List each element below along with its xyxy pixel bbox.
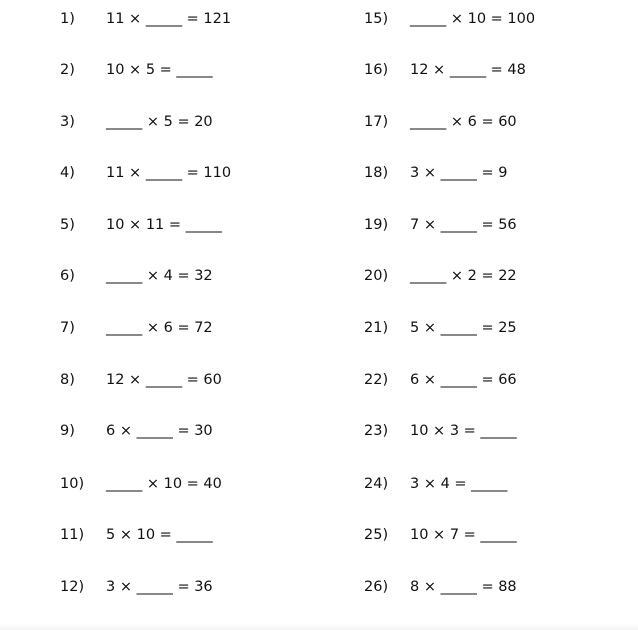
problem-number: 2) — [60, 62, 75, 78]
problem-number: 7) — [60, 320, 75, 336]
problem-number: 12) — [60, 579, 85, 595]
problem-row — [364, 369, 517, 391]
problem-number: 19) — [364, 217, 389, 233]
problem-expression: 6 × _____ = 66 — [410, 372, 517, 388]
problem-row — [60, 317, 213, 339]
problem-number: 15) — [364, 11, 389, 27]
problem-row — [364, 59, 526, 81]
problem-row — [60, 59, 213, 81]
problem-expression: _____ × 5 = 20 — [106, 114, 213, 130]
problem-row — [364, 420, 517, 442]
problem-row — [364, 111, 517, 133]
problem-expression: 12 × _____ = 60 — [106, 372, 222, 388]
problem-expression: 7 × _____ = 56 — [410, 217, 517, 233]
problem-number: 25) — [364, 527, 389, 543]
problem-row — [364, 162, 507, 184]
problem-row — [60, 111, 213, 133]
problem-expression: 11 × _____ = 121 — [106, 11, 232, 27]
problem-expression: 10 × 3 = _____ — [410, 423, 517, 439]
problem-expression: 11 × _____ = 110 — [106, 165, 232, 181]
problem-expression: 5 × _____ = 25 — [410, 320, 517, 336]
problem-expression: 3 × _____ = 9 — [410, 165, 508, 181]
problem-expression: 5 × 10 = _____ — [106, 527, 213, 543]
problem-number: 11) — [60, 527, 85, 543]
problem-number: 16) — [364, 62, 389, 78]
problem-row — [364, 473, 507, 495]
problem-number: 8) — [60, 372, 75, 388]
problem-number: 21) — [364, 320, 389, 336]
problem-expression: 12 × _____ = 48 — [410, 62, 526, 78]
problem-expression: 8 × _____ = 88 — [410, 579, 517, 595]
problem-row — [364, 317, 517, 339]
problem-row — [60, 369, 222, 391]
page-bottom-edge — [0, 624, 638, 630]
problem-number: 10) — [60, 476, 85, 492]
problem-expression: 3 × 4 = _____ — [410, 476, 508, 492]
problem-number: 6) — [60, 268, 75, 284]
problem-expression: _____ × 2 = 22 — [410, 268, 517, 284]
problem-number: 9) — [60, 423, 75, 439]
problem-row — [60, 420, 213, 442]
problem-row — [60, 162, 231, 184]
problem-expression: _____ × 4 = 32 — [106, 268, 213, 284]
problem-number: 5) — [60, 217, 75, 233]
problem-number: 20) — [364, 268, 389, 284]
problem-number: 22) — [364, 372, 389, 388]
problem-row — [60, 576, 213, 598]
problem-number: 26) — [364, 579, 389, 595]
problem-row — [364, 214, 517, 236]
problem-number: 4) — [60, 165, 75, 181]
problem-expression: _____ × 6 = 60 — [410, 114, 517, 130]
problem-expression: _____ × 10 = 40 — [106, 476, 222, 492]
problem-row — [364, 524, 517, 546]
problem-row — [364, 265, 517, 287]
problem-expression: 10 × 11 = _____ — [106, 217, 222, 233]
problem-row — [60, 524, 213, 546]
problem-expression: 10 × 7 = _____ — [410, 527, 517, 543]
problem-expression: 3 × _____ = 36 — [106, 579, 213, 595]
problem-number: 24) — [364, 476, 389, 492]
problem-expression: _____ × 10 = 100 — [410, 11, 536, 27]
problem-row — [60, 214, 222, 236]
problem-row — [60, 473, 222, 495]
problem-expression: 6 × _____ = 30 — [106, 423, 213, 439]
problem-number: 1) — [60, 11, 75, 27]
problem-row — [60, 265, 213, 287]
problem-row — [364, 576, 517, 598]
problem-expression: 10 × 5 = _____ — [106, 62, 213, 78]
problem-row — [364, 8, 535, 30]
problem-number: 3) — [60, 114, 75, 130]
problem-number: 18) — [364, 165, 389, 181]
problem-number: 17) — [364, 114, 389, 130]
problem-expression: _____ × 6 = 72 — [106, 320, 213, 336]
problem-row — [60, 8, 231, 30]
problem-number: 23) — [364, 423, 389, 439]
